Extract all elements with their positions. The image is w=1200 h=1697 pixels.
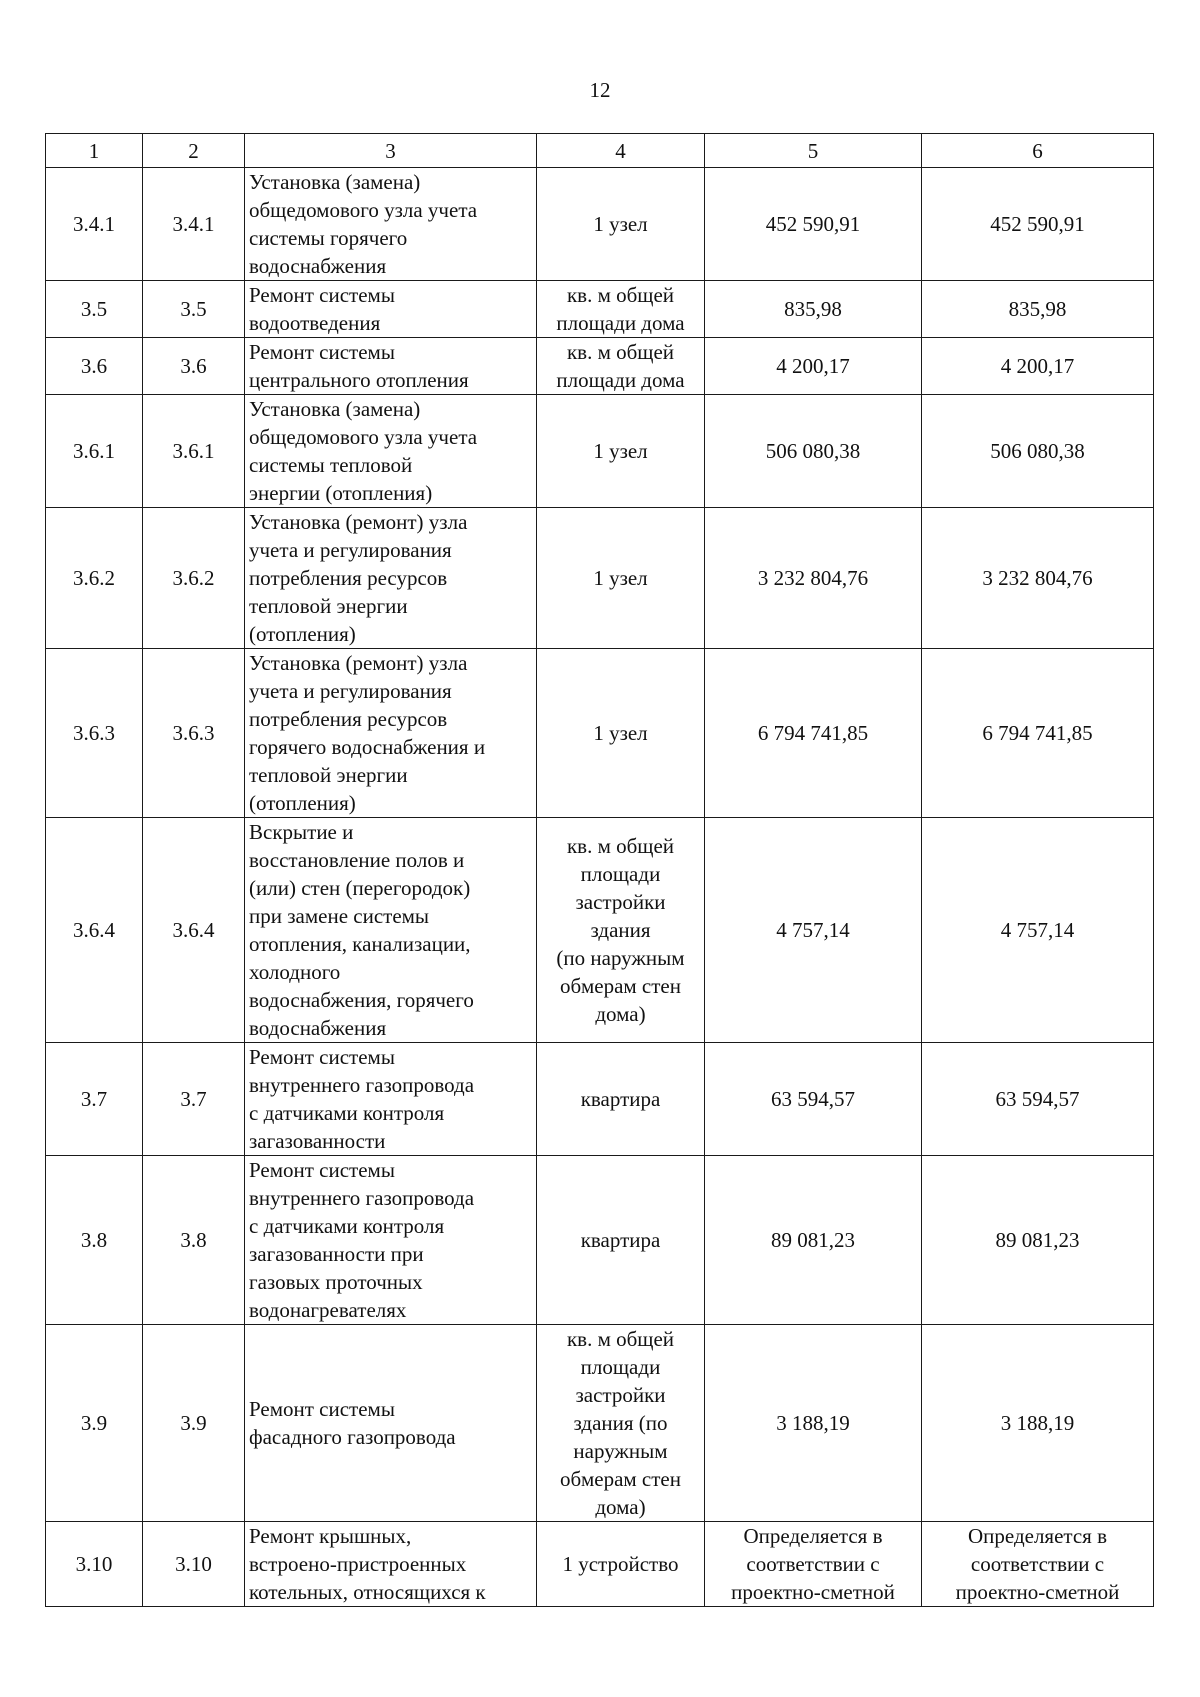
max-cost-cell: 89 081,23: [705, 1156, 922, 1325]
unit-cell: 1 устройство: [537, 1522, 705, 1607]
table-row: [46, 818, 1154, 1043]
ref-number-cell: 3.4.1: [143, 168, 245, 281]
item-number-cell: 3.6.1: [46, 395, 143, 508]
ref-number-cell: 3.6.3: [143, 649, 245, 818]
ref-number-cell: 3.6.2: [143, 508, 245, 649]
ref-number-cell: 3.7: [143, 1043, 245, 1156]
item-number-cell: 3.9: [46, 1325, 143, 1522]
table-row: [46, 338, 1154, 395]
header-cell: 2: [143, 134, 245, 168]
table-row: [46, 508, 1154, 649]
unit-cell: кв. м общей площади застройки здания (по наружным обмерам стен дома): [537, 818, 705, 1043]
item-number-cell: 3.5: [46, 281, 143, 338]
max-cost-cell: Определяется в соответствии с проектно-сметной: [705, 1522, 922, 1607]
table-row: [46, 281, 1154, 338]
work-type-cell: Ремонт системы фасадного газопровода: [245, 1325, 537, 1522]
unit-cell: 1 узел: [537, 649, 705, 818]
item-number-cell: 3.4.1: [46, 168, 143, 281]
rates-table: [45, 133, 1154, 1607]
header-cell: 3: [245, 134, 537, 168]
ref-number-cell: 3.9: [143, 1325, 245, 1522]
item-number-cell: 3.6.2: [46, 508, 143, 649]
table-row: [46, 1043, 1154, 1156]
ref-number-cell: 3.10: [143, 1522, 245, 1607]
work-type-cell: Установка (замена) общедомового узла учета системы тепловой энергии (отопления): [245, 395, 537, 508]
header-cell: 6: [922, 134, 1154, 168]
ref-number-cell: 3.5: [143, 281, 245, 338]
work-type-cell: Установка (ремонт) узла учета и регулирования потребления ресурсов тепловой энергии (отопления): [245, 508, 537, 649]
cost-cell: 506 080,38: [922, 395, 1154, 508]
item-number-cell: 3.7: [46, 1043, 143, 1156]
work-type-cell: Ремонт крышных, встроено-пристроенных котельных, относящихся к: [245, 1522, 537, 1607]
unit-cell: кв. м общей площади дома: [537, 281, 705, 338]
cost-cell: 6 794 741,85: [922, 649, 1154, 818]
max-cost-cell: 3 232 804,76: [705, 508, 922, 649]
cost-cell: 4 200,17: [922, 338, 1154, 395]
max-cost-cell: 452 590,91: [705, 168, 922, 281]
table-row: [46, 1156, 1154, 1325]
unit-cell: 1 узел: [537, 395, 705, 508]
work-type-cell: Установка (ремонт) узла учета и регулирования потребления ресурсов горячего водоснабжения и тепловой энергии (отопления): [245, 649, 537, 818]
item-number-cell: 3.6: [46, 338, 143, 395]
ref-number-cell: 3.6.1: [143, 395, 245, 508]
cost-cell: 452 590,91: [922, 168, 1154, 281]
item-number-cell: 3.6.4: [46, 818, 143, 1043]
table-body: [46, 168, 1154, 1607]
table-row: [46, 395, 1154, 508]
ref-number-cell: 3.6.4: [143, 818, 245, 1043]
max-cost-cell: 63 594,57: [705, 1043, 922, 1156]
work-type-cell: Вскрытие и восстановление полов и (или) стен (перегородок) при замене системы отопления, канализации, холодного водоснабжения, горячего водоснабжения: [245, 818, 537, 1043]
max-cost-cell: 4 200,17: [705, 338, 922, 395]
header-cell: 5: [705, 134, 922, 168]
work-type-cell: Ремонт системы центрального отопления: [245, 338, 537, 395]
unit-cell: 1 узел: [537, 168, 705, 281]
max-cost-cell: 3 188,19: [705, 1325, 922, 1522]
cost-cell: 63 594,57: [922, 1043, 1154, 1156]
max-cost-cell: 506 080,38: [705, 395, 922, 508]
cost-cell: Определяется в соответствии с проектно-сметной: [922, 1522, 1154, 1607]
item-number-cell: 3.8: [46, 1156, 143, 1325]
item-number-cell: 3.6.3: [46, 649, 143, 818]
work-type-cell: Ремонт системы внутреннего газопровода с датчиками контроля загазованности при газовых проточных водонагревателях: [245, 1156, 537, 1325]
header-cell: 4: [537, 134, 705, 168]
max-cost-cell: 4 757,14: [705, 818, 922, 1043]
cost-cell: 89 081,23: [922, 1156, 1154, 1325]
max-cost-cell: 835,98: [705, 281, 922, 338]
table-row: [46, 1325, 1154, 1522]
item-number-cell: 3.10: [46, 1522, 143, 1607]
page-number: 12: [589, 78, 611, 102]
table-row: [46, 1522, 1154, 1607]
work-type-cell: Ремонт системы внутреннего газопровода с датчиками контроля загазованности: [245, 1043, 537, 1156]
table-header-row: [46, 134, 1154, 168]
unit-cell: квартира: [537, 1043, 705, 1156]
cost-cell: 835,98: [922, 281, 1154, 338]
work-type-cell: Установка (замена) общедомового узла учета системы горячего водоснабжения: [245, 168, 537, 281]
work-type-cell: Ремонт системы водоотведения: [245, 281, 537, 338]
table-row: [46, 168, 1154, 281]
ref-number-cell: 3.6: [143, 338, 245, 395]
unit-cell: квартира: [537, 1156, 705, 1325]
table-row: [46, 649, 1154, 818]
cost-cell: 3 188,19: [922, 1325, 1154, 1522]
unit-cell: кв. м общей площади дома: [537, 338, 705, 395]
unit-cell: 1 узел: [537, 508, 705, 649]
cost-cell: 3 232 804,76: [922, 508, 1154, 649]
unit-cell: кв. м общей площади застройки здания (по наружным обмерам стен дома): [537, 1325, 705, 1522]
max-cost-cell: 6 794 741,85: [705, 649, 922, 818]
ref-number-cell: 3.8: [143, 1156, 245, 1325]
header-cell: 1: [46, 134, 143, 168]
cost-cell: 4 757,14: [922, 818, 1154, 1043]
